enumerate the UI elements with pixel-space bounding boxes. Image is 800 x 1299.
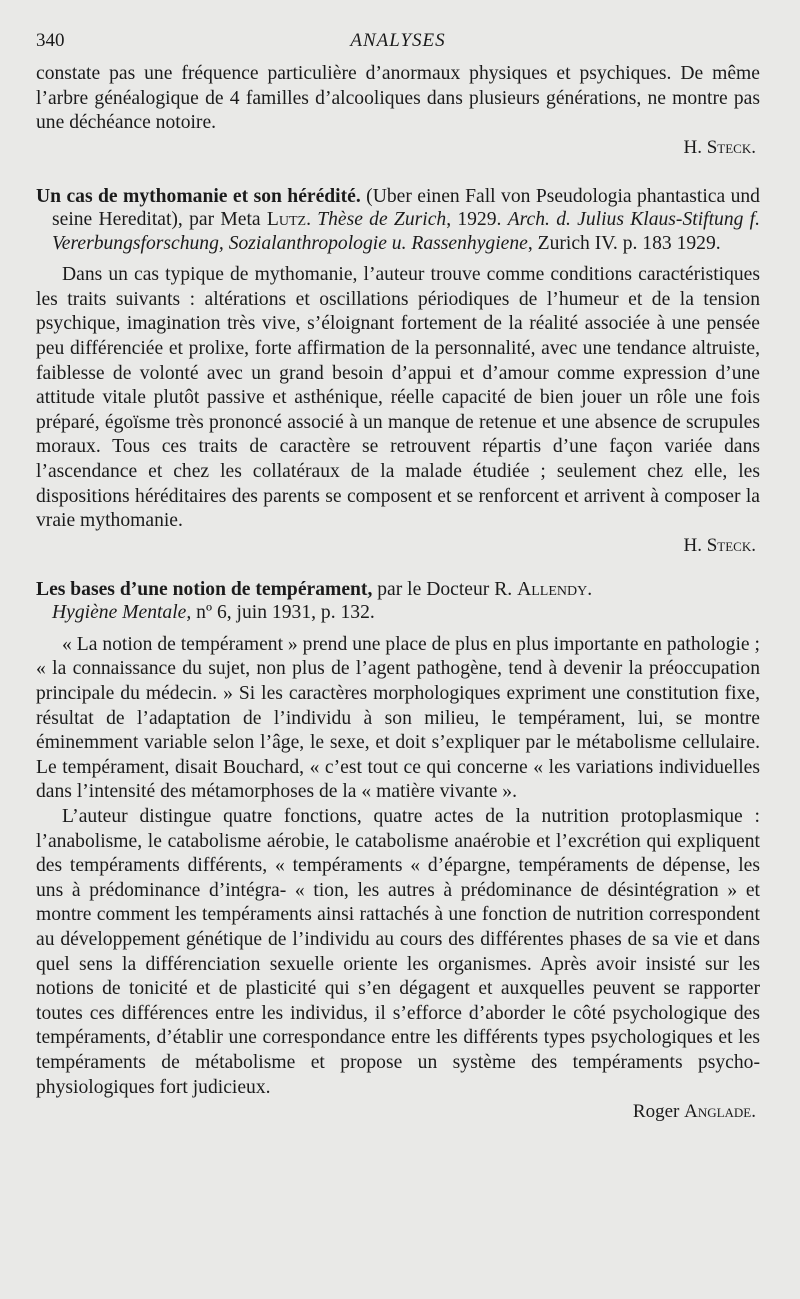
signature-initial: H. [683,136,707,158]
reference-text: (Uber einen Fall von Pseudologia phantastica und seine Hereditat), par Meta [52,185,760,231]
review-reference [36,578,760,625]
review-continuation-text: constate pas une fréquence particulière d’anormaux physiques et psychiques. De même l’arbre généalogique de 4 familles d’alcooliques dans plusieurs générations, ne montre pas une déchéance notoire. [36,63,760,134]
journal-title: Arch. d. Julius Klaus-Stiftung f. Vererbungsforschung, Sozialanthropologie u. Rassenhygiene [52,209,761,254]
review-signature [36,1100,760,1124]
journal-title: Hygiène Mentale, [52,602,192,624]
thesis-title: Thèse de Zurich [317,209,447,231]
signature-initial: H. [683,534,707,556]
running-title: ANALYSES [350,30,446,51]
review-body: Dans un cas typique de mythomanie, l’auteur trouve comme conditions caractéristiques les traits suivants : altérations et oscillations périodiques de l’humeur et de la tension psychique, imagination très vive, s’éloignant fortement de la réalité associée à une pensée peu différenciée et prolixe, forte affirmation de la personnalité, avec une tendance altruiste, faiblesse de volonté avec un grand besoin d’appui et d’amour comme expression d’une attitude vitale plutôt passive et asthénique, réelle capacité de bien jouer un rôle une fois préparé, égoïsme très prononcé associé à un manque de retenue et une absence de scrupules moraux. Tous ces traits de caractère se retrouvent répartis d’une façon variée dans l’ascendance et chez les collatéraux de la malade étudiée ; seulement chez elle, les dispositions héréditaires des parents se composent et se renforcent et arrivent à composer la vraie mythomanie. [36,264,760,532]
reference-text: nº 6, juin 1931, p. 132. [191,602,375,624]
signature-name: Steck. [706,136,756,158]
review-reference [36,185,760,256]
page-number: 340 [36,30,65,51]
page-header [36,26,760,62]
review-title: Un cas de mythomanie et son hérédité. [36,185,361,207]
author-name: Allendy. [517,578,593,600]
reference-text: , 1929. [446,209,508,231]
review-title: Les bases d’une notion de tempérament, [36,578,373,600]
review-signature [36,534,760,558]
author-name: Lutz [266,209,307,231]
review-paragraph: « La notion de tempérament » prend une place de plus en plus importante en pathologie ; « la connaissance du sujet, non plus de l’agent pathogène, tend à devenir la préoccupation principale du médecin. » Si les caractères morphologiques expriment une constitution fixe, résultat de l’adaptation de l’individu à son milieu, le tempérament, lui, se montre éminemment variable selon l’âge, le sexe, et doit s’expliquer par le métabolisme cellulaire. Le tempérament, disait Bouchard, « c’est tout ce qui concerne « les variations individuelles dans l’intensité des métamorphoses de la « matière vivante ». [36,633,760,803]
reference-text: par le Docteur R. [372,578,518,600]
reference-text: . [306,209,318,231]
review-signature [36,136,760,160]
signature-name: Steck. [706,534,756,556]
signature-first-name: Roger [632,1101,685,1123]
signature-name: Anglade. [684,1101,756,1123]
reference-text: , Zurich IV. p. 183 1929. [527,232,721,254]
review-paragraph: L’auteur distingue quatre fonctions, quatre actes de la nutrition protoplasmique : l’anabolisme, le catabolisme aérobie, le catabolisme anaérobie et l’excrétion qui expliquent des tempéraments différents, « tempéraments « d’épargne, tempéraments de dépense, les uns à prédominance d’intégra- « tion, les autres à prédominance de désintégration » et montre comment les tempéraments ainsi rattachés à une fonction de nutrition correspondent au développement génétique de l’individu au cours des différentes phases de sa vie et dans quel sens la différenciation sexuelle oriente les organismes. Après avoir insisté sur les notions de tonicité et de plasticité qui s’en dégagent et auxquelles peuvent se rapporter toutes ces différences entre les individus, il s’efforce d’aborder le côté psychologique des tempéraments, d’établir une correspondance entre les différents types psychologiques et les tempéraments de métabolisme et propose un système des tempéraments psycho-physiologiques fort judicieux. [36,805,760,1098]
